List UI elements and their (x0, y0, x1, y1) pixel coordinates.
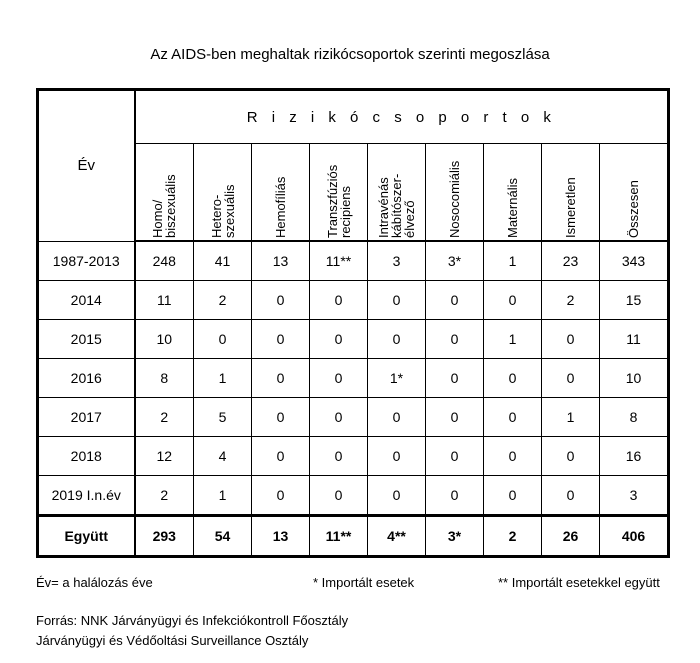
table-cell: 5 (194, 398, 252, 437)
table-cell: 16 (600, 437, 669, 476)
table-cell: 0 (368, 320, 426, 359)
table-cell: 2 (542, 281, 600, 320)
column-header (368, 144, 426, 242)
table-cell: 3 (368, 241, 426, 281)
total-row (38, 516, 669, 557)
column-header (194, 144, 252, 242)
table-row (38, 476, 669, 516)
table-row (38, 437, 669, 476)
risk-group-table (36, 88, 670, 558)
table-cell: 0 (484, 281, 542, 320)
column-header (600, 144, 669, 242)
column-header-label: Összesen (626, 180, 642, 238)
table-cell: 0 (310, 476, 368, 516)
row-year: 2017 (38, 398, 135, 437)
table-cell: 0 (310, 359, 368, 398)
table-cell: 1 (542, 398, 600, 437)
table-row (38, 241, 669, 281)
column-header (426, 144, 484, 242)
column-header-label: Hemofíliás (273, 176, 288, 238)
row-year: 2014 (38, 281, 135, 320)
column-header (310, 144, 368, 242)
table-cell: 10 (600, 359, 669, 398)
table-cell: 0 (484, 437, 542, 476)
table-cell: 0 (252, 359, 310, 398)
column-header (252, 144, 310, 242)
table-cell: 4 (194, 437, 252, 476)
column-header-label: Maternális (505, 178, 520, 238)
table-cell: 0 (426, 359, 484, 398)
table-cell: 1* (368, 359, 426, 398)
table-cell: 0 (542, 320, 600, 359)
table-cell: 0 (368, 281, 426, 320)
table-cell: 23 (542, 241, 600, 281)
table-cell: 1 (484, 320, 542, 359)
table-cell: 2 (135, 398, 194, 437)
year-note: Év= a halálozás éve (36, 575, 153, 590)
table-cell: 248 (135, 241, 194, 281)
row-year: 2018 (38, 437, 135, 476)
column-header (542, 144, 600, 242)
table-cell: 8 (135, 359, 194, 398)
table-cell: 0 (426, 320, 484, 359)
total-cell: 13 (252, 516, 310, 557)
table-cell: 0 (368, 398, 426, 437)
table-cell: 0 (368, 476, 426, 516)
table-cell: 15 (600, 281, 669, 320)
table-cell: 41 (194, 241, 252, 281)
column-header-label: Ismeretlen (563, 177, 578, 238)
table-cell: 0 (484, 398, 542, 437)
row-year: 2015 (38, 320, 135, 359)
total-cell: 406 (600, 516, 669, 557)
table-cell: 1 (194, 359, 252, 398)
table-cell: 0 (310, 437, 368, 476)
table-row (38, 359, 669, 398)
table-cell: 0 (542, 359, 600, 398)
risk-groups-header: R i z i k ó c s o p o r t o k (135, 90, 669, 144)
table-cell: 0 (484, 359, 542, 398)
table-cell: 1 (194, 476, 252, 516)
total-cell: 3* (426, 516, 484, 557)
table-cell: 1 (484, 241, 542, 281)
table-cell: 2 (135, 476, 194, 516)
table-cell: 3 (600, 476, 669, 516)
year-column-header: Év (38, 90, 135, 242)
table-cell: 0 (484, 476, 542, 516)
column-header-label: Intravénás kábítószer- élvező (376, 173, 417, 238)
imported-note: * Importált esetek (313, 575, 415, 590)
table-cell: 0 (426, 437, 484, 476)
table-cell: 0 (310, 281, 368, 320)
table-cell: 0 (252, 476, 310, 516)
total-cell: 54 (194, 516, 252, 557)
table-cell: 11 (600, 320, 669, 359)
table-title: Az AIDS-ben meghaltak rizikócsoportok szerinti megoszlása (150, 46, 550, 63)
table-cell: 0 (252, 281, 310, 320)
table-row (38, 320, 669, 359)
column-header-label: Nosocomiális (447, 160, 462, 238)
total-cell: 11** (310, 516, 368, 557)
table-row (38, 281, 669, 320)
row-year: 2019 I.n.év (38, 476, 135, 516)
table-cell: 0 (252, 320, 310, 359)
table-cell: 0 (252, 398, 310, 437)
row-year: 2016 (38, 359, 135, 398)
table-cell: 3* (426, 241, 484, 281)
table-cell: 13 (252, 241, 310, 281)
table-cell: 0 (542, 476, 600, 516)
row-year: 1987-2013 (38, 241, 135, 281)
table-cell: 0 (310, 320, 368, 359)
source-line-2: Járványügyi és Védőoltási Surveillance Osztály (36, 633, 309, 648)
column-header (135, 144, 194, 242)
table-cell: 12 (135, 437, 194, 476)
table-cell: 0 (426, 281, 484, 320)
table-cell: 343 (600, 241, 669, 281)
table-cell: 11** (310, 241, 368, 281)
imported-together-note: ** Importált esetekkel együtt (498, 575, 660, 590)
table-cell: 0 (310, 398, 368, 437)
table-cell: 0 (426, 398, 484, 437)
column-header-label: Transzfúziós recipiens (324, 164, 353, 238)
table-cell: 0 (368, 437, 426, 476)
table-cell: 11 (135, 281, 194, 320)
column-header-label: Homo/ biszexuális (150, 174, 179, 238)
table-cell: 0 (252, 437, 310, 476)
total-cell: 4** (368, 516, 426, 557)
table-cell: 0 (194, 320, 252, 359)
total-cell: 293 (135, 516, 194, 557)
table-cell: 0 (542, 437, 600, 476)
table-cell: 8 (600, 398, 669, 437)
table-cell: 10 (135, 320, 194, 359)
total-label: Együtt (38, 516, 135, 557)
source-line-1: Forrás: NNK Járványügyi és Infekciókontroll Főosztály (36, 613, 349, 628)
column-header-label: Hetero- szexuális (208, 184, 237, 238)
table-row (38, 398, 669, 437)
total-cell: 26 (542, 516, 600, 557)
total-cell: 2 (484, 516, 542, 557)
table-cell: 0 (426, 476, 484, 516)
column-header (484, 144, 542, 242)
table-cell: 2 (194, 281, 252, 320)
